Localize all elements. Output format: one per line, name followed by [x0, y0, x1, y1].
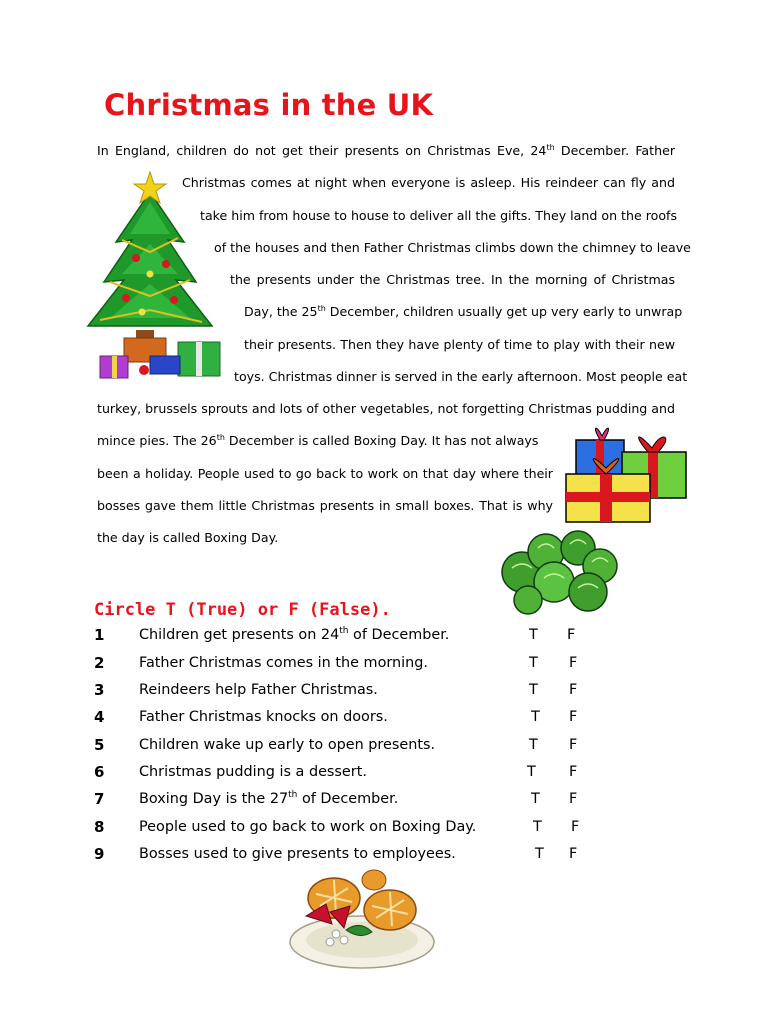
passage-text: December is called Boxing Day. It has not always — [224, 433, 539, 448]
false-option[interactable]: F — [569, 709, 578, 725]
question-text — [139, 682, 378, 698]
question-number: 7 — [94, 790, 105, 808]
passage-line — [244, 303, 683, 320]
question-number: 5 — [94, 736, 105, 754]
ordinal-suffix: th — [317, 303, 326, 313]
question-text — [139, 655, 428, 671]
question-text-part: of December. — [348, 627, 450, 643]
question-number: 6 — [94, 763, 105, 781]
question-number: 8 — [94, 818, 105, 836]
question-number: 3 — [94, 681, 105, 699]
passage-line: of the houses and then Father Christmas climbs down the chimney to leave — [214, 240, 691, 255]
passage-line: been a holiday. People used to go back to work on that day where their — [97, 466, 553, 481]
ordinal-suffix: th — [339, 626, 349, 637]
question-number: 1 — [94, 626, 105, 644]
question-text — [139, 627, 449, 643]
passage-line: the day is called Boxing Day. — [97, 530, 279, 545]
passage-line: Christmas comes at night when everyone is asleep. His reindeer can fly and — [182, 175, 675, 190]
question-text-part: of December. — [297, 791, 399, 807]
quiz-heading: Circle T (True) or F (False). — [94, 600, 391, 620]
question-number: 2 — [94, 654, 105, 672]
true-option[interactable]: T — [529, 737, 538, 753]
true-option[interactable]: T — [529, 627, 538, 643]
question-text — [139, 737, 435, 753]
passage-line: take him from house to house to deliver all the gifts. They land on the roofs — [200, 208, 678, 223]
question-text-part: Reindeers help Father Christmas. — [139, 682, 378, 698]
passage-line: toys. Christmas dinner is served in the early afternoon. Most people eat — [234, 369, 688, 384]
page-title: Christmas in the UK — [104, 88, 434, 122]
question-text — [139, 709, 388, 725]
question-text-part: People used to go back to work on Boxing Day. — [139, 819, 477, 835]
question-number: 4 — [94, 708, 105, 726]
true-option[interactable]: T — [535, 846, 544, 862]
question-text-part: Father Christmas comes in the morning. — [139, 655, 428, 671]
false-option[interactable]: F — [571, 819, 580, 835]
true-option[interactable]: T — [533, 819, 542, 835]
false-option[interactable]: F — [569, 682, 578, 698]
true-option[interactable]: T — [529, 682, 538, 698]
christmas-tree-icon — [70, 170, 235, 382]
question-text — [139, 791, 398, 807]
question-text-part: Boxing Day is the 27 — [139, 791, 289, 807]
ordinal-suffix: th — [288, 790, 298, 801]
question-text-part: Christmas pudding is a dessert. — [139, 764, 367, 780]
ordinal-suffix: th — [546, 142, 555, 152]
ordinal-suffix: th — [216, 432, 225, 442]
false-option[interactable]: F — [567, 627, 576, 643]
question-number: 9 — [94, 845, 105, 863]
true-option[interactable]: T — [531, 791, 540, 807]
false-option[interactable]: F — [569, 846, 578, 862]
passage-line: the presents under the Christmas tree. In the morning of Christmas — [230, 272, 675, 287]
question-text-part: Children get presents on 24 — [139, 627, 340, 643]
passage-text: In England, children do not get their presents on Christmas Eve, 24 — [97, 143, 547, 158]
mince-pies-icon — [286, 868, 438, 972]
brussels-sprouts-icon — [494, 522, 624, 616]
false-option[interactable]: F — [569, 655, 578, 671]
passage-text: December, children usually get up very early to unwrap — [325, 304, 683, 319]
true-option[interactable]: T — [531, 709, 540, 725]
false-option[interactable]: F — [569, 764, 578, 780]
passage-text: mince pies. The 26 — [97, 433, 217, 448]
question-text — [139, 846, 456, 862]
false-option[interactable]: F — [569, 737, 578, 753]
passage-text: December. Father — [554, 143, 675, 158]
passage-line: bosses gave them little Christmas presents in small boxes. That is why — [97, 498, 553, 513]
true-option[interactable]: T — [529, 655, 538, 671]
passage-text: Day, the 25 — [244, 304, 318, 319]
passage-line: their presents. Then they have plenty of time to play with their new — [244, 337, 675, 352]
question-text-part: Children wake up early to open presents. — [139, 737, 436, 753]
passage-line — [97, 143, 675, 159]
question-text-part: Bosses used to give presents to employees. — [139, 846, 456, 862]
question-text — [139, 764, 367, 780]
passage-line — [97, 433, 537, 449]
gift-boxes-icon — [562, 422, 694, 528]
false-option[interactable]: F — [569, 791, 578, 807]
passage-line: turkey, brussels sprouts and lots of other vegetables, not forgetting Christmas pudding and — [97, 401, 675, 416]
true-option[interactable]: T — [527, 764, 536, 780]
question-text — [139, 819, 476, 835]
question-text-part: Father Christmas knocks on doors. — [139, 709, 388, 725]
